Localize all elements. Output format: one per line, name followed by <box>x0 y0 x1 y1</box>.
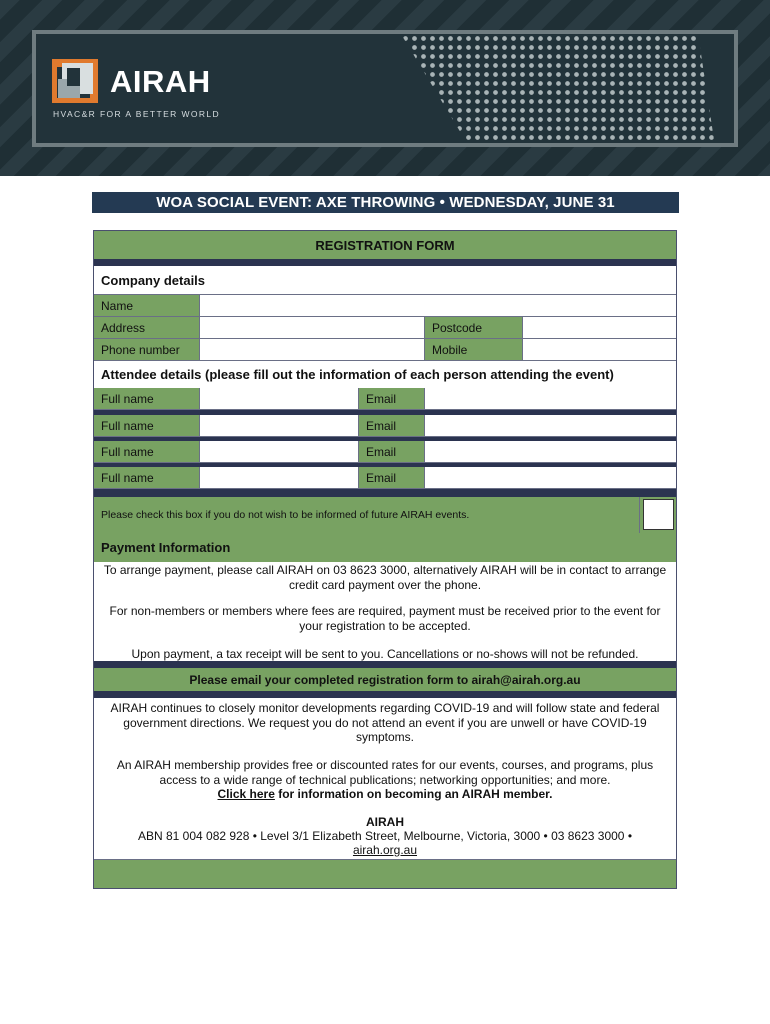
registration-form <box>93 230 677 889</box>
full-name-label: Full name <box>94 441 200 462</box>
postcode-label: Postcode <box>425 317 523 338</box>
phone-field[interactable] <box>200 339 425 360</box>
airah-logo-icon <box>52 59 98 103</box>
phone-label: Phone number <box>94 339 200 360</box>
attendee-row <box>94 388 676 410</box>
company-phone-row <box>94 339 676 361</box>
click-here-rest: for information on becoming an AIRAH member. <box>274 787 553 801</box>
payment-text-2: For non-members or members where fees are required, payment must be received prior to the event for your registration to be accepted. <box>109 604 661 633</box>
logo-text: AIRAH <box>110 64 211 99</box>
address-label: Address <box>94 317 200 338</box>
email-label: Email <box>359 415 425 436</box>
company-address-row <box>94 317 676 339</box>
attendee-details-heading: Attendee details (please fill out the information of each person attending the event) <box>101 367 614 382</box>
payment-text-1: To arrange payment, please call AIRAH on 03 8623 3000, alternatively AIRAH will be in contact to arrange credit card payment over the phone. <box>103 563 667 592</box>
membership-text: An AIRAH membership provides free or discounted rates for our events, courses, and programs, plus access to a wide range of technical publications; networking opportunities; and more. <box>116 758 654 787</box>
org-address: ABN 81 004 082 928 • Level 3/1 Elizabeth Street, Melbourne, Victoria, 3000 • 03 8623 3000 • <box>137 829 633 843</box>
divider <box>639 497 640 533</box>
payment-heading: Payment Information <box>94 533 676 562</box>
membership-info <box>94 758 676 802</box>
click-here-link[interactable]: Click here <box>217 787 275 801</box>
email-field[interactable] <box>425 467 676 488</box>
mobile-field[interactable] <box>523 339 676 360</box>
attendee-row <box>94 415 676 437</box>
email-field[interactable] <box>425 388 676 409</box>
divider <box>94 661 676 668</box>
form-footer-bar <box>94 859 676 888</box>
full-name-label: Full name <box>94 415 200 436</box>
postcode-field[interactable] <box>523 317 676 338</box>
email-label: Email <box>359 441 425 462</box>
email-label: Email <box>359 467 425 488</box>
mobile-label: Mobile <box>425 339 523 360</box>
covid-notice: AIRAH continues to closely monitor developments regarding COVID-19 and will follow state and federal government directions. We request you do not attend an event if you are unwell or have COVID-19 symptoms. <box>110 701 660 744</box>
attendee-row <box>94 467 676 489</box>
divider <box>94 489 676 497</box>
full-name-field[interactable] <box>200 415 359 436</box>
opt-out-checkbox[interactable] <box>643 499 674 530</box>
divider <box>94 691 676 698</box>
website-link[interactable]: airah.org.au <box>352 843 418 857</box>
full-name-field[interactable] <box>200 441 359 462</box>
address-field[interactable] <box>200 317 425 338</box>
name-label: Name <box>94 295 200 316</box>
full-name-field[interactable] <box>200 467 359 488</box>
email-field[interactable] <box>425 415 676 436</box>
website-row <box>94 843 676 858</box>
email-instruction-row <box>94 668 676 691</box>
opt-out-text: Please check this box if you do not wish to be informed of future AIRAH events. <box>101 509 470 521</box>
attendee-row <box>94 441 676 463</box>
form-title: REGISTRATION FORM <box>315 237 455 253</box>
full-name-label: Full name <box>94 467 200 488</box>
company-name-field[interactable] <box>200 295 676 316</box>
full-name-label: Full name <box>94 388 200 409</box>
payment-text-3: Upon payment, a tax receipt will be sent to you. Cancellations or no-shows will not be refunded. <box>131 647 639 661</box>
email-label: Email <box>359 388 425 409</box>
opt-out-row <box>94 497 676 533</box>
logo-tagline: HVAC&R FOR A BETTER WORLD <box>53 109 221 119</box>
email-instruction: Please email your completed registration form to airah@airah.org.au <box>189 672 581 687</box>
email-field[interactable] <box>425 441 676 462</box>
event-title: WOA SOCIAL EVENT: AXE THROWING • WEDNESDAY, JUNE 31 <box>92 192 679 213</box>
full-name-field[interactable] <box>200 388 359 409</box>
divider <box>94 259 676 266</box>
company-details-heading: Company details <box>94 266 676 295</box>
form-title-row <box>94 231 676 259</box>
banner-dot-pattern <box>401 34 731 143</box>
company-name-row <box>94 295 676 317</box>
org-name: AIRAH <box>366 815 404 829</box>
